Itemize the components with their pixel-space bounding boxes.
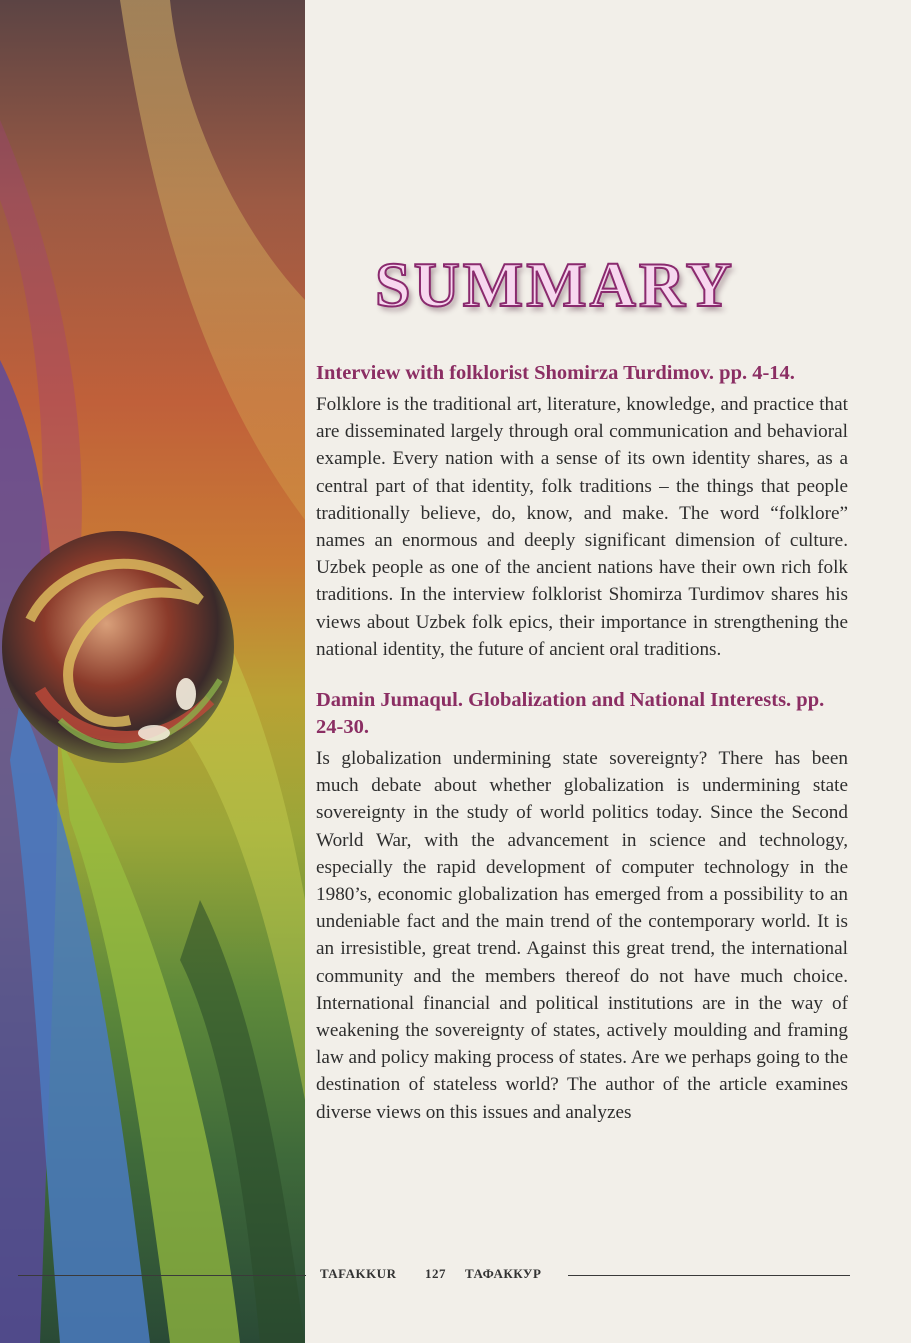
summary-content (316, 360, 848, 1126)
rainbow-swirl-image (0, 0, 305, 1343)
footer-journal-name-latin: TAFAKKUR (320, 1266, 397, 1281)
page-footer (18, 1266, 850, 1286)
article-body: Is globalization undermining state sovereignty? There has been much debate about whether globalization is undermining state sovereignty in the study of world politics today. Since the Second World War, with the advancement in science and technology, especially the rapid development of computer technology in the 1980’s, economic globalization has emerged from a possibility to an undeniable fact and the main trend of the contemporary world. It is an irresistible, great trend. Against this great trend, the international community and the members thereof do not have much choice. International financial and political institutions are in the way of weakening the sovereignty of states, actively moulding and framing law and policy making process of states. Are we perhaps going to the destination of stateless world? The author of the article examines diverse views on this issues and analyzes (316, 748, 848, 1123)
article-summary (316, 687, 848, 1126)
page-number: 127 (425, 1266, 446, 1281)
article-body: Folklore is the traditional art, literature, knowledge, and practice that are disseminated largely through oral communication and behavioral example. Every nation with a sense of its own identity shares, as a central part of that identity, folk traditions – the things that people traditionally believe, do, know, and make. The word “folklore” names an enormous and deeply significant dimension of culture. Uzbek people as one of the ancient nations have their own rich folk traditions. In the interview folklorist Shomirza Turdimov shares his views about Uzbek folk epics, their importance in strengthening the national identity, the future of ancient oral traditions. (316, 394, 848, 660)
page-title: SUMMARY (374, 249, 736, 320)
article-summary (316, 360, 848, 663)
article-heading: Damin Jumaqul. Globalization and National Interests. pp. 24-30. (316, 689, 825, 739)
footer-rule-right (568, 1275, 850, 1276)
title-container (305, 248, 805, 322)
article-heading: Interview with folklorist Shomirza Turdimov. pp. 4-14. (316, 362, 795, 384)
decorative-artwork (0, 0, 305, 1343)
footer-journal-name-cyrillic: ТАФАККУР (465, 1266, 542, 1281)
footer-rule-left (18, 1275, 306, 1276)
